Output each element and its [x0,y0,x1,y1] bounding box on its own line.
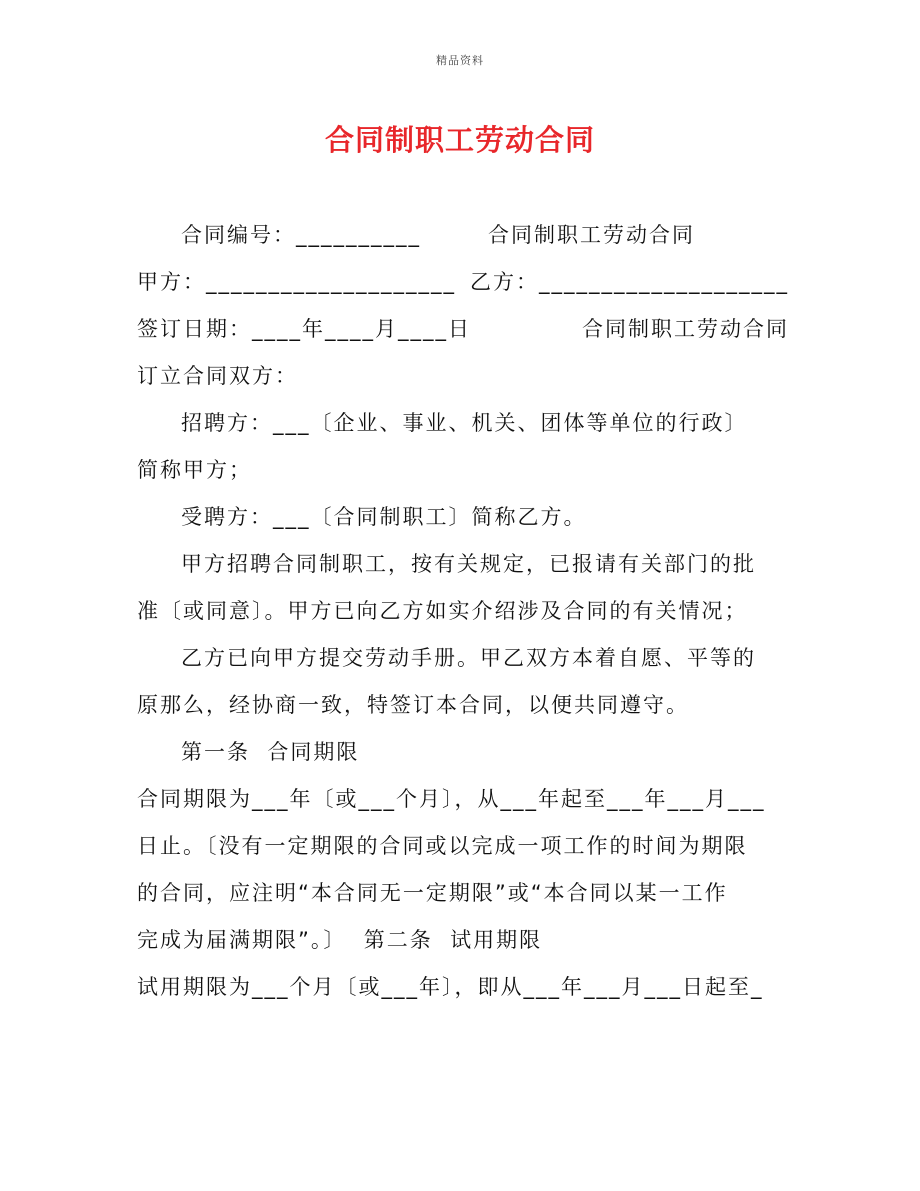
contract-type-label-2: 合同制职工劳动合同 [582,317,789,341]
paragraph-line: 日止。〔没有一定期限的合同或以完成一项工作的时间为期限 [137,834,748,858]
paragraph-line: 原那么，经协商一致，特签订本合同，以便共同遵守。 [137,693,689,717]
paragraph-line: 订立合同双方： [137,364,298,388]
contract-number-row [137,212,789,259]
paragraph-line: 简称甲方； [137,458,252,482]
party-a-field: 甲方：____________________ [137,270,456,294]
document-title: 合同制职工劳动合同 [324,123,595,157]
article-heading: 第一条 合同期限 [181,740,360,764]
paragraph-line: 受聘方：___〔合同制职工〕简称乙方。 [181,505,587,529]
paragraph-line: 试用期限为___个月〔或___年〕，即从___年___月___日起至_ [137,975,764,999]
paragraph-line: 完成为届满期限”。〕 第二条 试用期限 [137,928,543,952]
contract-number-field: 合同编号：__________ [181,223,421,247]
document-body [137,212,789,1011]
parties-row [137,259,789,306]
page-header: 精品资料 [436,54,484,67]
contract-type-label: 合同制职工劳动合同 [488,223,695,247]
paragraph-line: 乙方已向甲方提交劳动手册。甲乙双方本着自愿、平等的 [181,646,756,670]
paragraph-line: 准〔或同意〕。甲方已向乙方如实介绍涉及合同的有关情况； [137,599,748,623]
paragraph-line: 甲方招聘合同制职工，按有关规定，已报请有关部门的批 [181,552,756,576]
party-b-field: 乙方：____________________ [470,270,789,294]
paragraph-line: 的合同，应注明“本合同无一定期限”或“本合同以某一工作 [137,881,728,905]
paragraph-line: 合同期限为___年〔或___个月〕，从___年起至___年___月___ [137,787,766,811]
sign-date-row [137,306,789,353]
paragraph-line: 招聘方：___〔企业、事业、机关、团体等单位的行政〕 [181,411,748,435]
sign-date-field: 签订日期：____年____月____日 [137,317,471,341]
